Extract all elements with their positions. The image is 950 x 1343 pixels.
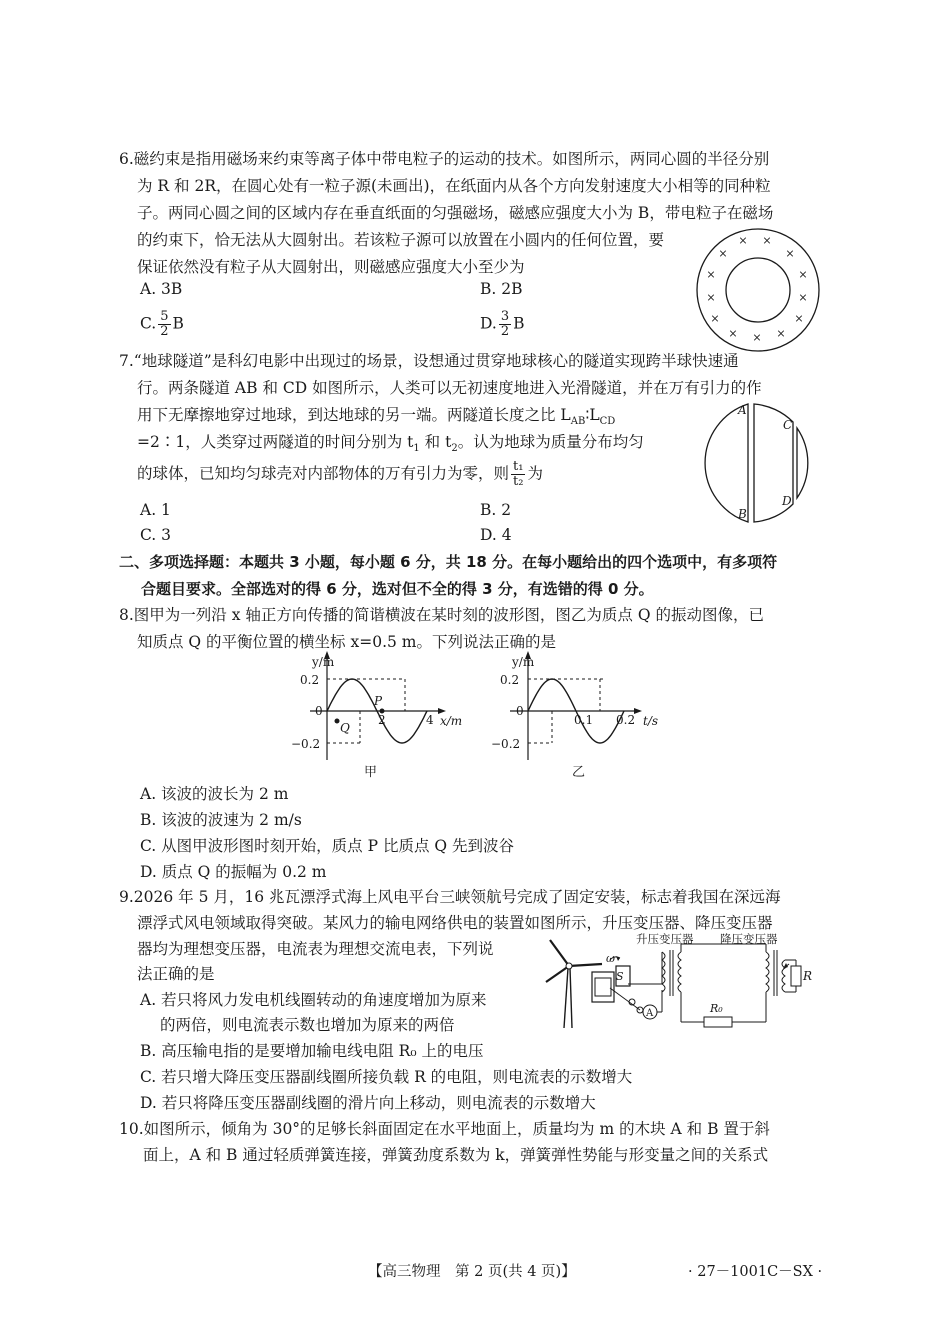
q7-label-d: D	[782, 494, 792, 508]
q6-concentric-circles-diagram	[695, 225, 825, 355]
q7-line-3: 用下无摩擦地穿过地球，到达地球的另一端。两隧道长度之比 $L_{AB}∶L_{CD}$	[137, 406, 616, 428]
q10-line-1: 10.如图所示，倾角为 30°的足够长斜面固定在水平地面上，质量均为 m 的木块 A 和 B 置于斜	[119, 1120, 770, 1138]
q7-option-b: B. 2	[480, 501, 512, 519]
q9-label-r0: R₀	[710, 1002, 723, 1015]
q9-label-s: S	[616, 970, 624, 983]
q9-line-2: 漂浮式风电领域取得突破。某风力的输电网络供电的装置如图所示，升压变压器、降压变压器	[137, 914, 773, 932]
q8-g1-x1: 2	[378, 713, 386, 727]
q9-power-transmission-diagram	[540, 930, 820, 1034]
field-cross-icon: ×	[710, 312, 720, 325]
q9-option-b: B. 高压输电指的是要增加输电线电阻 R₀ 上的电压	[140, 1042, 484, 1060]
q6-line-3: 子。两同心圆之间的区域内存在垂直纸面的匀强磁场，磁感应强度大小为 B，带电粒子在磁场	[137, 204, 774, 222]
q7-line-2: 行。两条隧道 AB 和 CD 如图所示，人类可以无初速度地进入光滑隧道，并在万有引力的作	[137, 379, 762, 397]
q9-ammeter-label: A	[646, 1008, 654, 1019]
q9-line-4: 法正确的是	[137, 965, 215, 983]
q8-g1-caption: 甲	[364, 765, 378, 780]
q8-g1-ypos: 0.2	[300, 673, 320, 687]
q7-label-c: C	[783, 418, 793, 432]
q8-g2-x2: 0.2	[616, 713, 636, 727]
q7-option-a: A. 1	[140, 501, 171, 519]
q9-option-a-line-1: A. 若只将风力发电机线圈转动的角速度增加为原来	[140, 991, 487, 1009]
q9-label-omega: ω	[606, 952, 615, 965]
q8-option-d: D. 质点 Q 的振幅为 0.2 m	[140, 863, 327, 881]
field-cross-icon: ×	[728, 327, 738, 340]
q9-line-3: 器均为理想变压器，电流表为理想交流电表，下列说	[137, 940, 494, 958]
q7-option-c: C. 3	[140, 526, 172, 544]
q6-line-1: 6.磁约束是指用磁场来约束等离子体中带电粒子的运动的技术。如图所示，两同心圆的半径分别	[119, 150, 770, 168]
field-cross-icon: ×	[798, 291, 808, 304]
field-cross-icon: ×	[798, 268, 808, 281]
q9-line-1: 9.2026 年 5 月，16 兆瓦漂浮式海上风电平台三峡领航号完成了固定安装，标志着我国在深远海	[119, 888, 781, 906]
q6-option-c: C. $\frac{5}{2}$ B	[140, 309, 184, 339]
q8-g2-origin: 0	[516, 704, 524, 718]
q8-g2-ypos: 0.2	[500, 673, 520, 687]
field-cross-icon: ×	[706, 268, 716, 281]
q8-g1-origin: 0	[315, 704, 323, 718]
q8-option-c: C. 从图甲波形图时刻开始，质点 P 比质点 Q 先到波谷	[140, 837, 515, 855]
field-cross-icon: ×	[706, 291, 716, 304]
q8-label-q: Q	[340, 721, 350, 735]
q9-step-up-label: 升压变压器	[636, 932, 694, 946]
field-cross-icon: ×	[718, 247, 728, 260]
q8-wave-graph	[280, 648, 480, 780]
q6-option-d: D. $\frac{3}{2}$ B	[480, 309, 525, 339]
q8-line-2: 知质点 Q 的平衡位置的横坐标 x=0.5 m。下列说法正确的是	[137, 633, 556, 651]
q8-g2-caption: 乙	[572, 765, 586, 780]
q6-option-a: A. 3B	[140, 280, 183, 298]
q8-g1-x2: 4	[426, 713, 434, 727]
field-cross-icon: ×	[762, 234, 772, 247]
section2-heading-line-1: 二、多项选择题：本题共 3 小题，每小题 6 分，共 18 分。在每小题给出的四个选项中，有多项符	[119, 553, 778, 571]
q8-option-b: B. 该波的波速为 2 m/s	[140, 811, 302, 829]
field-cross-icon: ×	[785, 247, 795, 260]
q10-line-2: 面上，A 和 B 通过轻质弹簧连接，弹簧劲度系数为 k，弹簧弹性势能与形变量之间的关系式	[143, 1146, 769, 1164]
q9-option-d: D. 若只将降压变压器副线圈的滑片向上移动，则电流表的示数增大	[140, 1094, 596, 1112]
q9-label-r: R	[803, 969, 813, 983]
q6-line-5: 保证依然没有粒子从大圆射出，则磁感应强度大小至少为	[137, 258, 525, 276]
q9-step-down-label: 降压变压器	[720, 932, 778, 946]
q8-g2-xlabel: t/s	[643, 714, 659, 728]
q6-line-4: 的约束下，恰无法从大圆射出。若该粒子源可以放置在小圆内的任何位置，要	[137, 231, 665, 249]
q9-option-a-line-2: 的两倍，则电流表示数也增加为原来的两倍	[160, 1016, 455, 1034]
q9-option-c: C. 若只增大降压变压器副线圈所接负载 R 的电阻，则电流表的示数增大	[140, 1068, 633, 1086]
field-cross-icon: ×	[776, 327, 786, 340]
q7-line-4: =2∶1，人类穿过两隧道的时间分别为 $t_1$ 和 $t_2$。认为地球为质量分布均匀	[137, 433, 644, 455]
field-cross-icon: ×	[752, 331, 762, 344]
q8-g2-yneg: −0.2	[491, 737, 521, 751]
q7-label-a: A	[738, 403, 747, 417]
q8-g1-yneg: −0.2	[291, 737, 321, 751]
q7-label-b: B	[738, 507, 747, 521]
page-footer-right: · 27－1001C－SX ·	[688, 1264, 823, 1280]
page-footer-left: 【高三物理 第 2 页(共 4 页)】	[368, 1264, 576, 1280]
field-cross-icon: ×	[738, 234, 748, 247]
q7-line-1: 7.“地球隧道”是科幻电影中出现过的场景，设想通过贯穿地球核心的隧道实现跨半球快速通	[119, 352, 739, 370]
q8-vibration-graph	[480, 648, 680, 780]
q6-line-2: 为 R 和 2R，在圆心处有一粒子源(未画出)，在纸面内从各个方向发射速度大小相等的同种粒	[137, 177, 771, 195]
q8-line-1: 8.图甲为一列沿 x 轴正方向传播的简谐横波在某时刻的波形图，图乙为质点 Q 的振动图像，已	[119, 606, 764, 624]
q8-g2-x1: 0.1	[574, 713, 594, 727]
q8-label-p: P	[374, 694, 383, 708]
q8-g2-ylabel: y/m	[512, 655, 535, 669]
q8-g1-xlabel: x/m	[440, 714, 463, 728]
q8-option-a: A. 该波的波长为 2 m	[140, 785, 289, 803]
field-cross-icon: ×	[794, 312, 804, 325]
q6-option-b: B. 2B	[480, 280, 523, 298]
q7-option-d: D. 4	[480, 526, 512, 544]
q7-line-5: 的球体，已知均匀球壳对内部物体的万有引力为零，则 $\frac{\text{t₁}}{\text{t₂}}$ 为	[137, 459, 543, 489]
section2-heading-line-2: 合题目要求。全部选对的得 6 分，选对但不全的得 3 分，有选错的得 0 分。	[141, 580, 654, 598]
q8-g1-ylabel: y/m	[312, 655, 335, 669]
q7-earth-tunnel-diagram	[690, 400, 820, 528]
